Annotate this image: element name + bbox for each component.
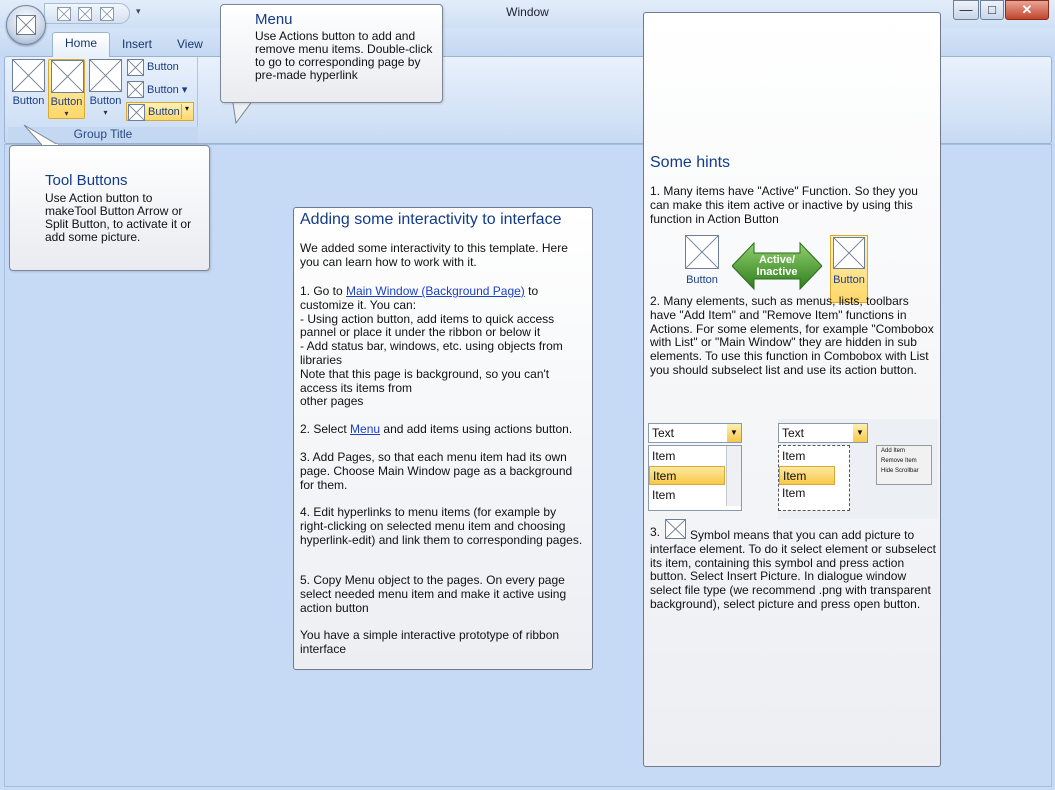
paragraph	[300, 423, 586, 437]
button-label: Button	[686, 274, 718, 286]
quick-access-button[interactable]	[100, 7, 114, 21]
placeholder-image-icon	[685, 235, 719, 269]
menu-link[interactable]: Menu	[350, 422, 381, 436]
button-label: Button	[12, 95, 45, 107]
chevron-down-icon: ▼	[727, 424, 741, 442]
placeholder-image-icon	[12, 59, 45, 92]
combobox	[648, 423, 742, 443]
button-label: Button	[50, 96, 83, 108]
hints-panel	[643, 12, 941, 767]
ribbon-small-split-button[interactable]	[126, 102, 194, 121]
text: 3.	[650, 525, 661, 539]
dropdown-list	[778, 445, 850, 511]
list-item: Item	[782, 449, 806, 463]
ribbon-split-button[interactable]	[48, 59, 85, 119]
placeholder-image-icon	[51, 60, 84, 93]
ribbon-big-button[interactable]	[10, 59, 47, 119]
callout-title: Tool Buttons	[45, 172, 128, 189]
maximize-button[interactable]	[980, 0, 1004, 20]
combobox-demo	[648, 423, 744, 517]
placeholder-image-icon	[89, 59, 122, 92]
menu-item: Hide Scrollbar	[881, 468, 919, 474]
demo-button-inactive	[682, 235, 722, 291]
list-item: Item	[652, 449, 676, 463]
placeholder-image-icon	[833, 237, 865, 269]
paragraph: 2. Many elements, such as menus, lists, toolbars have "Add Item" and "Remove Item" functions in Actions. For some elements, for example "Combobox with List" or "Main Window" they are hidden in sub elements. To use this function in Combobox with List you should subselect list and use its action button.	[650, 294, 934, 377]
menu-item: Remove Item	[881, 458, 917, 464]
tab-home[interactable]: Home	[52, 32, 110, 57]
combobox	[778, 423, 868, 443]
quick-access-button[interactable]	[78, 7, 92, 21]
dropdown-list	[648, 445, 742, 511]
paragraph: You have a simple interactive prototype of ribbon interface	[300, 628, 560, 656]
placeholder-image-icon	[101, 8, 113, 20]
text: 1. Go to	[300, 284, 347, 298]
text: 2. Select	[300, 422, 351, 436]
tool-buttons-callout	[9, 145, 210, 271]
list-item: Item	[649, 466, 725, 485]
combobox-text: Text	[652, 426, 675, 440]
button-label: Button	[89, 95, 122, 107]
paragraph: 3. Add Pages, so that each menu item had its own page. Choose Main Window page as a background for them.	[300, 450, 573, 492]
button-label: Button	[147, 61, 179, 73]
arrow-label: Active/ Inactive	[756, 254, 798, 278]
list-item: Item	[782, 486, 806, 500]
paragraph: 4. Edit hyperlinks to menu items (for example by right-clicking on selected menu item and choosing hyperlink-edit) and link them to corresponding pages.	[300, 505, 583, 547]
panel-title: Adding some interactivity to interface	[300, 211, 562, 228]
paragraph	[300, 285, 586, 409]
combobox-actions-demo	[778, 419, 938, 519]
main-window-link[interactable]: Main Window (Background Page)	[346, 284, 525, 298]
combobox-text: Text	[782, 426, 805, 440]
close-icon: ✕	[1021, 2, 1033, 17]
placeholder-image-icon	[127, 81, 144, 98]
placeholder-image-icon	[128, 104, 145, 121]
placeholder-image-icon	[127, 59, 144, 76]
context-menu	[876, 445, 932, 485]
placeholder-image-icon	[58, 8, 70, 20]
list-item: Item	[779, 466, 835, 485]
application-menu-button[interactable]	[6, 5, 46, 45]
close-button[interactable]	[1005, 0, 1049, 20]
menu-item: Add Item	[881, 448, 906, 454]
tab-insert[interactable]: Insert	[122, 37, 153, 51]
panel-title: Some hints	[650, 154, 731, 171]
minimize-icon: —	[959, 2, 973, 17]
quick-access-toolbar	[44, 3, 130, 24]
demo-button-active	[830, 235, 868, 303]
button-label: Button	[833, 274, 865, 286]
chevron-down-icon[interactable]: ▾	[181, 104, 192, 119]
chevron-down-icon: ▼	[853, 424, 867, 442]
menu-callout	[220, 4, 443, 103]
button-label: Button	[148, 106, 180, 118]
paragraph: We added some interactivity to this template. Here you can learn how to work with it.	[300, 241, 568, 269]
ribbon-arrow-button[interactable]	[87, 59, 124, 119]
callout-text: Use Actions button to add and remove menu items. Double-click to go to corresponding page by pre-made hyperlink	[255, 29, 433, 82]
minimize-button[interactable]	[953, 0, 979, 20]
text: to customize it. You can: - Using action button, add items to quick access pannel or place it under the ribbon or below it - Add status bar, windows, etc. using objects from libraries Note that this page is background, so you can't access its items from other pages	[300, 284, 563, 409]
quick-access-button[interactable]	[57, 7, 71, 21]
maximize-icon: □	[988, 2, 996, 17]
window-title: Window	[506, 5, 549, 19]
chevron-down-icon: ▾	[103, 108, 108, 117]
scrollbar	[726, 446, 741, 506]
instructions-panel	[293, 207, 593, 670]
paragraph: 1. Many items have "Active" Function. So they you can make this item active or inactive by using this function in Action Button	[650, 184, 918, 226]
callout-title: Menu	[255, 11, 293, 28]
paragraph: 5. Copy Menu object to the pages. On every page select needed menu item and make it active using action button	[300, 573, 567, 615]
tab-view[interactable]: View	[177, 37, 203, 51]
chevron-down-icon: ▾	[64, 109, 69, 118]
button-label: Button ▾	[147, 84, 188, 96]
customize-quick-access-arrow[interactable]: ▾	[136, 6, 141, 16]
app-logo-icon	[16, 15, 36, 35]
ribbon-small-arrow-button[interactable]	[126, 80, 194, 99]
paragraph: Symbol means that you can add picture to interface element. To do it select element or subselect its item, containing this symbol and press action button. Select Insert Picture. In dialogue window select file type (we recommend .png with transparent background), select picture and press open button.	[650, 528, 936, 611]
placeholder-image-icon	[79, 8, 91, 20]
ribbon-group-title: Group Title	[8, 127, 198, 143]
list-item: Item	[652, 488, 676, 502]
text: and add items using actions button.	[380, 422, 573, 436]
ribbon-small-button[interactable]	[126, 58, 194, 77]
callout-text: Use Action button to makeTool Button Arrow or Split Button, to activate it or add some picture.	[45, 191, 192, 244]
